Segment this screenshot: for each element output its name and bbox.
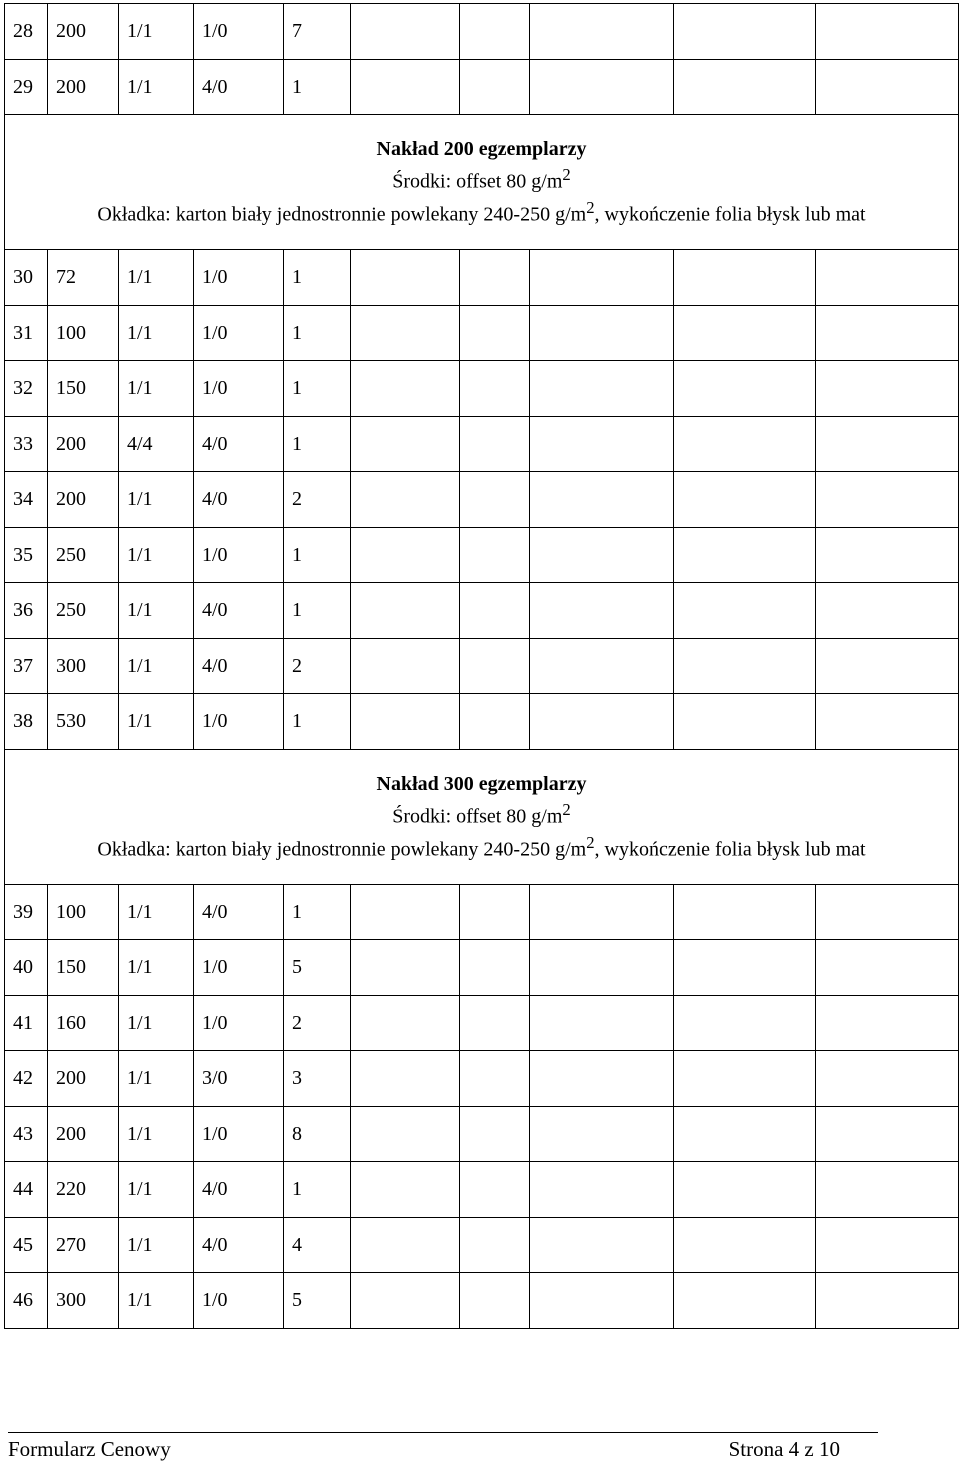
empty-price-cell: [816, 59, 959, 115]
quantity-cell: 1: [284, 250, 351, 306]
empty-price-cell: [674, 4, 816, 60]
empty-price-cell: [460, 527, 530, 583]
quantity-cell: 1: [284, 583, 351, 639]
empty-price-cell: [351, 1162, 460, 1218]
row-number-cell: 35: [5, 527, 48, 583]
table-row: [5, 995, 959, 1051]
cover-spec-text: Okładka: karton biały jednostronnie powlekany 240-250 g/m: [97, 838, 587, 861]
empty-price-cell: [530, 1106, 674, 1162]
empty-price-cell: [530, 583, 674, 639]
empty-price-cell: [816, 995, 959, 1051]
empty-price-cell: [674, 1273, 816, 1329]
inner-color-cell: 1/1: [119, 361, 194, 417]
inner-color-cell: 1/1: [119, 995, 194, 1051]
inner-color-cell: 1/1: [119, 4, 194, 60]
empty-price-cell: [460, 1217, 530, 1273]
cover-color-cell: 4/0: [194, 1162, 284, 1218]
pages-cell: 250: [48, 527, 119, 583]
pages-cell: 200: [48, 472, 119, 528]
empty-price-cell: [530, 940, 674, 996]
empty-price-cell: [816, 1217, 959, 1273]
empty-price-cell: [351, 694, 460, 750]
pages-cell: 150: [48, 361, 119, 417]
table-row: [5, 1273, 959, 1329]
empty-price-cell: [816, 583, 959, 639]
empty-price-cell: [674, 995, 816, 1051]
empty-price-cell: [674, 1217, 816, 1273]
empty-price-cell: [460, 638, 530, 694]
empty-price-cell: [351, 884, 460, 940]
row-number-cell: 46: [5, 1273, 48, 1329]
cover-color-cell: 1/0: [194, 940, 284, 996]
empty-price-cell: [530, 694, 674, 750]
row-number-cell: 41: [5, 995, 48, 1051]
empty-price-cell: [816, 4, 959, 60]
table-row: [5, 1217, 959, 1273]
price-table: [4, 3, 959, 1329]
group-header-row: [5, 115, 959, 250]
empty-price-cell: [674, 694, 816, 750]
inner-paper-text: Środki: offset 80 g/m: [392, 171, 563, 193]
empty-price-cell: [816, 416, 959, 472]
cover-color-cell: 1/0: [194, 1273, 284, 1329]
empty-price-cell: [460, 995, 530, 1051]
cover-color-cell: 1/0: [194, 250, 284, 306]
empty-price-cell: [674, 1106, 816, 1162]
empty-price-cell: [530, 638, 674, 694]
empty-price-cell: [530, 416, 674, 472]
inner-color-cell: 1/1: [119, 583, 194, 639]
cover-color-cell: 4/0: [194, 1217, 284, 1273]
inner-color-cell: 1/1: [119, 1273, 194, 1329]
group-cover-spec: [5, 830, 958, 863]
group-cover-spec: [5, 195, 958, 228]
empty-price-cell: [674, 472, 816, 528]
quantity-cell: 2: [284, 472, 351, 528]
empty-price-cell: [530, 1051, 674, 1107]
quantity-cell: 1: [284, 527, 351, 583]
empty-price-cell: [674, 361, 816, 417]
empty-price-cell: [530, 1273, 674, 1329]
pages-cell: 150: [48, 940, 119, 996]
pages-cell: 200: [48, 59, 119, 115]
empty-price-cell: [530, 884, 674, 940]
empty-price-cell: [460, 4, 530, 60]
table-row: [5, 250, 959, 306]
empty-price-cell: [816, 1106, 959, 1162]
inner-color-cell: 1/1: [119, 1106, 194, 1162]
empty-price-cell: [460, 305, 530, 361]
quantity-cell: 2: [284, 638, 351, 694]
group-inner-paper: [5, 162, 958, 195]
quantity-cell: 1: [284, 694, 351, 750]
empty-price-cell: [351, 250, 460, 306]
empty-price-cell: [351, 472, 460, 528]
empty-price-cell: [351, 995, 460, 1051]
quantity-cell: 2: [284, 995, 351, 1051]
empty-price-cell: [460, 940, 530, 996]
group-header: [5, 749, 959, 884]
quantity-cell: 1: [284, 361, 351, 417]
table-row: [5, 638, 959, 694]
pages-cell: 270: [48, 1217, 119, 1273]
empty-price-cell: [460, 250, 530, 306]
quantity-cell: 3: [284, 1051, 351, 1107]
inner-color-cell: 4/4: [119, 416, 194, 472]
cover-finish-text: , wykończenie folia błysk lub mat: [594, 838, 866, 861]
row-number-cell: 40: [5, 940, 48, 996]
inner-color-cell: 1/1: [119, 940, 194, 996]
superscript: 2: [586, 832, 595, 852]
empty-price-cell: [530, 4, 674, 60]
cover-color-cell: 1/0: [194, 305, 284, 361]
row-number-cell: 28: [5, 4, 48, 60]
superscript: 2: [562, 799, 571, 819]
quantity-cell: 7: [284, 4, 351, 60]
pages-cell: 100: [48, 884, 119, 940]
row-number-cell: 33: [5, 416, 48, 472]
pages-cell: 220: [48, 1162, 119, 1218]
empty-price-cell: [351, 4, 460, 60]
group-title: Nakład 200 egzemplarzy: [376, 138, 587, 161]
row-number-cell: 30: [5, 250, 48, 306]
cover-color-cell: 1/0: [194, 361, 284, 417]
inner-color-cell: 1/1: [119, 638, 194, 694]
empty-price-cell: [351, 305, 460, 361]
empty-price-cell: [674, 416, 816, 472]
empty-price-cell: [816, 638, 959, 694]
empty-price-cell: [674, 884, 816, 940]
table-row: [5, 305, 959, 361]
cover-color-cell: 1/0: [194, 694, 284, 750]
empty-price-cell: [460, 59, 530, 115]
empty-price-cell: [816, 884, 959, 940]
inner-paper-text: Środki: offset 80 g/m: [392, 805, 563, 828]
empty-price-cell: [816, 472, 959, 528]
empty-price-cell: [351, 1273, 460, 1329]
empty-price-cell: [351, 361, 460, 417]
quantity-cell: 5: [284, 940, 351, 996]
table-row: [5, 472, 959, 528]
empty-price-cell: [351, 940, 460, 996]
empty-price-cell: [674, 250, 816, 306]
row-number-cell: 45: [5, 1217, 48, 1273]
group-title: Nakład 300 egzemplarzy: [376, 772, 587, 795]
pages-cell: 200: [48, 416, 119, 472]
empty-price-cell: [460, 472, 530, 528]
table-row: [5, 416, 959, 472]
pages-cell: 200: [48, 1106, 119, 1162]
cover-color-cell: 4/0: [194, 472, 284, 528]
table-row: [5, 1162, 959, 1218]
empty-price-cell: [674, 59, 816, 115]
empty-price-cell: [530, 305, 674, 361]
inner-color-cell: 1/1: [119, 884, 194, 940]
footer-document-title: Formularz Cenowy: [8, 1437, 171, 1461]
inner-color-cell: 1/1: [119, 472, 194, 528]
inner-color-cell: 1/1: [119, 305, 194, 361]
empty-price-cell: [674, 583, 816, 639]
inner-color-cell: 1/1: [119, 1051, 194, 1107]
empty-price-cell: [674, 940, 816, 996]
empty-price-cell: [674, 638, 816, 694]
empty-price-cell: [530, 527, 674, 583]
footer-rule: [8, 1432, 878, 1433]
pages-cell: 160: [48, 995, 119, 1051]
empty-price-cell: [674, 305, 816, 361]
empty-price-cell: [530, 59, 674, 115]
empty-price-cell: [351, 638, 460, 694]
empty-price-cell: [816, 305, 959, 361]
quantity-cell: 1: [284, 59, 351, 115]
group-inner-paper: [5, 797, 958, 830]
empty-price-cell: [460, 1162, 530, 1218]
empty-price-cell: [460, 694, 530, 750]
table-row: [5, 4, 959, 60]
cover-color-cell: 4/0: [194, 583, 284, 639]
inner-color-cell: 1/1: [119, 527, 194, 583]
empty-price-cell: [460, 884, 530, 940]
table-row: [5, 59, 959, 115]
empty-price-cell: [816, 361, 959, 417]
superscript: 2: [562, 165, 571, 185]
cover-color-cell: 3/0: [194, 1051, 284, 1107]
superscript: 2: [586, 198, 595, 217]
empty-price-cell: [351, 416, 460, 472]
empty-price-cell: [816, 1051, 959, 1107]
empty-price-cell: [674, 1162, 816, 1218]
inner-color-cell: 1/1: [119, 59, 194, 115]
empty-price-cell: [530, 250, 674, 306]
cover-color-cell: 4/0: [194, 59, 284, 115]
row-number-cell: 38: [5, 694, 48, 750]
pages-cell: 530: [48, 694, 119, 750]
empty-price-cell: [674, 527, 816, 583]
row-number-cell: 29: [5, 59, 48, 115]
empty-price-cell: [351, 527, 460, 583]
empty-price-cell: [530, 1217, 674, 1273]
empty-price-cell: [460, 1273, 530, 1329]
empty-price-cell: [460, 416, 530, 472]
quantity-cell: 1: [284, 884, 351, 940]
quantity-cell: 5: [284, 1273, 351, 1329]
inner-color-cell: 1/1: [119, 1217, 194, 1273]
row-number-cell: 36: [5, 583, 48, 639]
empty-price-cell: [351, 583, 460, 639]
empty-price-cell: [530, 995, 674, 1051]
cover-color-cell: 1/0: [194, 527, 284, 583]
pages-cell: 200: [48, 1051, 119, 1107]
cover-color-cell: 4/0: [194, 884, 284, 940]
empty-price-cell: [460, 1051, 530, 1107]
empty-price-cell: [816, 940, 959, 996]
row-number-cell: 34: [5, 472, 48, 528]
group-header: [5, 115, 959, 250]
pages-cell: 250: [48, 583, 119, 639]
pages-cell: 200: [48, 4, 119, 60]
empty-price-cell: [816, 1162, 959, 1218]
empty-price-cell: [460, 361, 530, 417]
table-row: [5, 1051, 959, 1107]
table-row: [5, 694, 959, 750]
inner-color-cell: 1/1: [119, 1162, 194, 1218]
empty-price-cell: [674, 1051, 816, 1107]
row-number-cell: 43: [5, 1106, 48, 1162]
row-number-cell: 44: [5, 1162, 48, 1218]
pages-cell: 72: [48, 250, 119, 306]
row-number-cell: 39: [5, 884, 48, 940]
empty-price-cell: [530, 1162, 674, 1218]
row-number-cell: 31: [5, 305, 48, 361]
cover-color-cell: 1/0: [194, 4, 284, 60]
empty-price-cell: [351, 1217, 460, 1273]
empty-price-cell: [351, 1106, 460, 1162]
cover-color-cell: 4/0: [194, 416, 284, 472]
empty-price-cell: [816, 250, 959, 306]
footer-page-number: Strona 4 z 10: [728, 1437, 840, 1461]
table-row: [5, 361, 959, 417]
table-row: [5, 884, 959, 940]
pages-cell: 100: [48, 305, 119, 361]
quantity-cell: 1: [284, 416, 351, 472]
pages-cell: 300: [48, 1273, 119, 1329]
row-number-cell: 42: [5, 1051, 48, 1107]
table-row: [5, 940, 959, 996]
cover-spec-text: Okładka: karton biały jednostronnie powlekany 240-250 g/m: [97, 203, 587, 226]
quantity-cell: 1: [284, 1162, 351, 1218]
empty-price-cell: [351, 1051, 460, 1107]
empty-price-cell: [460, 583, 530, 639]
inner-color-cell: 1/1: [119, 250, 194, 306]
empty-price-cell: [460, 1106, 530, 1162]
table-row: [5, 583, 959, 639]
empty-price-cell: [530, 472, 674, 528]
table-row: [5, 527, 959, 583]
row-number-cell: 32: [5, 361, 48, 417]
cover-finish-text: , wykończenie folia błysk lub mat: [594, 203, 866, 226]
cover-color-cell: 4/0: [194, 638, 284, 694]
quantity-cell: 1: [284, 305, 351, 361]
empty-price-cell: [816, 1273, 959, 1329]
table-row: [5, 1106, 959, 1162]
row-number-cell: 37: [5, 638, 48, 694]
empty-price-cell: [351, 59, 460, 115]
inner-color-cell: 1/1: [119, 694, 194, 750]
cover-color-cell: 1/0: [194, 1106, 284, 1162]
empty-price-cell: [816, 694, 959, 750]
quantity-cell: 8: [284, 1106, 351, 1162]
pages-cell: 300: [48, 638, 119, 694]
cover-color-cell: 1/0: [194, 995, 284, 1051]
empty-price-cell: [816, 527, 959, 583]
quantity-cell: 4: [284, 1217, 351, 1273]
empty-price-cell: [530, 361, 674, 417]
group-header-row: [5, 749, 959, 884]
